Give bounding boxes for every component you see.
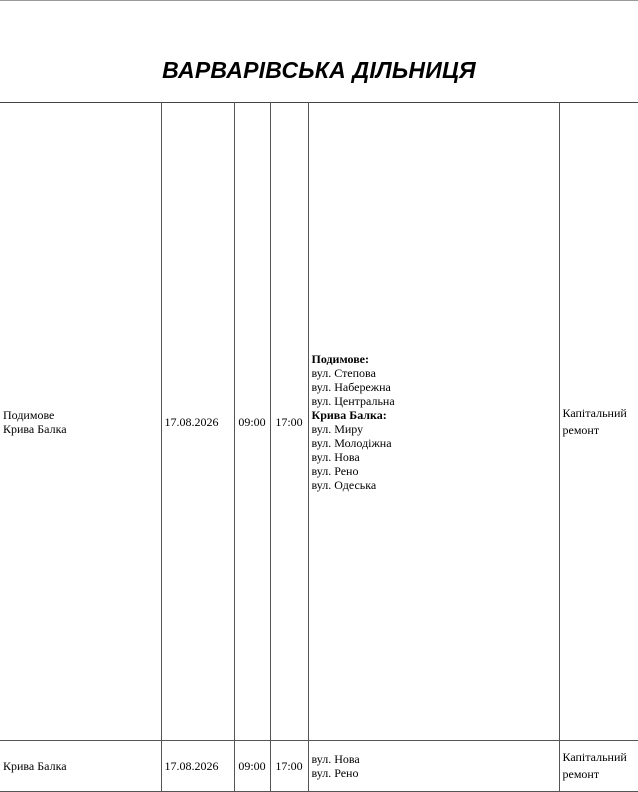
street-item: вул. Нова	[311, 449, 360, 464]
work-type-line: Капітальний	[562, 405, 627, 420]
date-cell: 17.08.2026	[161, 103, 234, 741]
settlement-name: Крива Балка	[3, 421, 67, 436]
start-time-cell: 09:00	[234, 103, 270, 741]
street-item: вул. Миру	[311, 421, 364, 436]
street-item: вул. Молодіжна	[311, 435, 392, 450]
settlement-name: Подимове	[3, 407, 55, 422]
street-item: вул. Рено	[311, 766, 359, 780]
addresses-cell	[308, 741, 559, 792]
work-type-cell	[559, 103, 638, 741]
street-item: вул. Нова	[311, 752, 360, 766]
page-title: ВАРВАРІВСЬКА ДІЛЬНИЦЯ	[162, 57, 476, 83]
title-band	[0, 0, 638, 102]
settlements-cell	[0, 103, 161, 741]
table-row	[0, 103, 638, 741]
settlements-cell	[0, 741, 161, 792]
street-item: вул. Одеська	[311, 477, 377, 492]
work-type-line: ремонт	[562, 767, 600, 781]
end-time-cell: 17:00	[270, 103, 308, 741]
street-item: вул. Набережна	[311, 379, 391, 394]
work-type-line: ремонт	[562, 422, 600, 437]
street-item: вул. Степова	[311, 365, 376, 380]
end-time-cell: 17:00	[270, 741, 308, 792]
start-time-cell: 09:00	[234, 741, 270, 792]
work-type-cell	[559, 741, 638, 792]
addresses-cell	[308, 103, 559, 741]
table-row	[0, 741, 638, 792]
date-cell: 17.08.2026	[161, 741, 234, 792]
village-heading: Подимове:	[311, 351, 369, 366]
village-heading: Крива Балка:	[311, 407, 387, 422]
street-item: вул. Центральна	[311, 393, 395, 408]
settlement-name: Крива Балка	[3, 759, 67, 773]
work-type-line: Капітальний	[562, 750, 627, 764]
outage-schedule-table	[0, 102, 638, 792]
street-item: вул. Рено	[311, 463, 359, 478]
